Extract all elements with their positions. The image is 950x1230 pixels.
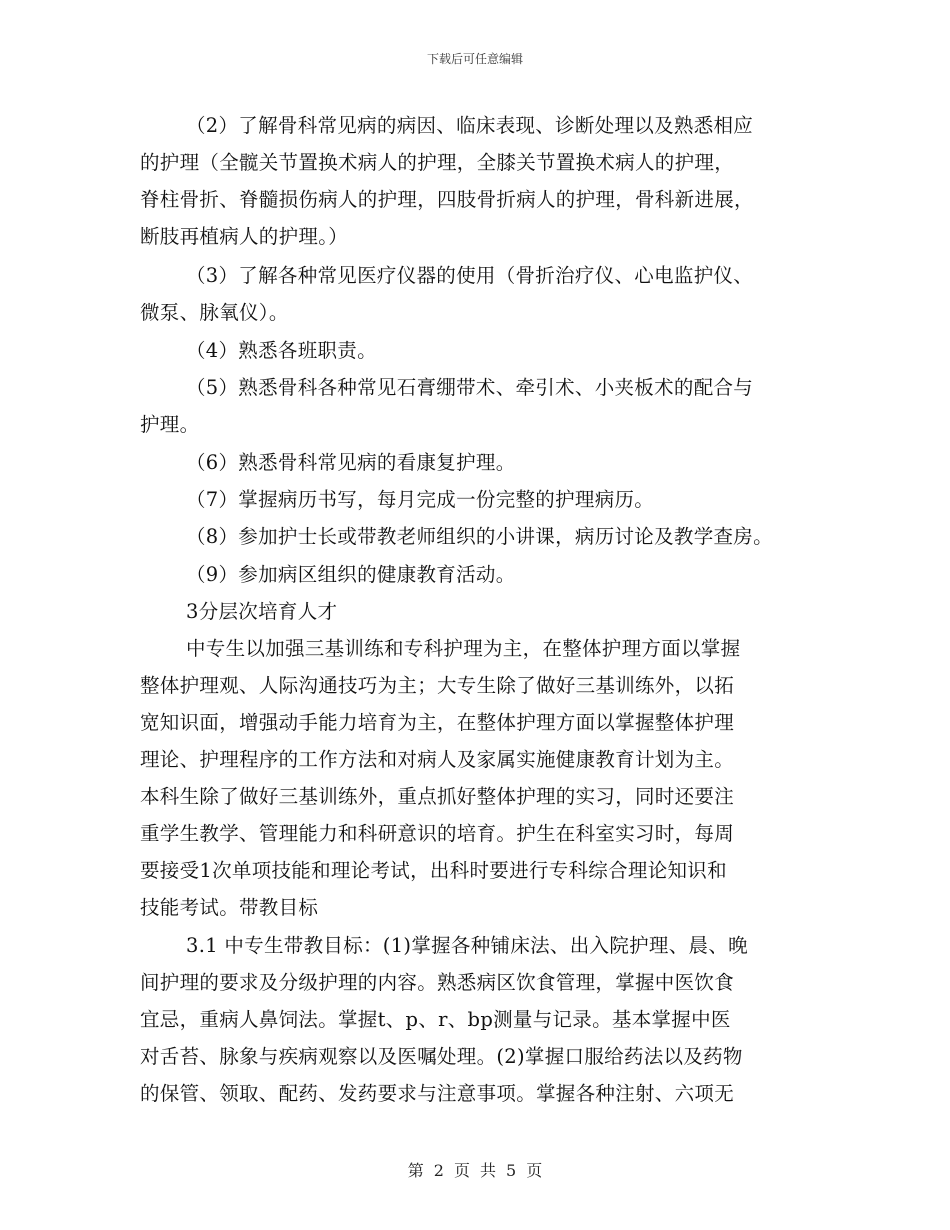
footer-gong: 共 [480,1161,497,1180]
footer-ye: 页 [453,1161,470,1180]
body-line: （4）熟悉各班职责。 [186,339,377,362]
body-line: 护理。 [140,413,200,436]
body-line: （6）熟悉骨科常见病的看康复护理。 [186,451,516,474]
body-line: 断肢再植病人的护理。） [140,225,349,248]
footer-di: 第 [407,1161,424,1180]
body-line: （7）掌握病历书写，每月完成一份完整的护理病历。 [186,488,655,511]
section-heading: 3分层次培育人才 [186,600,338,623]
body-line: 的保管、领取、配药、发药要求与注意事项。掌握各种注射、六项无 [140,1082,735,1105]
page-footer [0,1158,950,1181]
footer-page-number: 2 [433,1161,444,1180]
body-line: 重学生教学、管理能力和科研意识的培育。护生在科室实习时，每周 [140,822,735,845]
body-line: 对舌苔、脉象与疾病观察以及医嘱处理。(2)掌握口服给药法以及药物 [140,1045,743,1068]
body-line: （2）了解骨科常见病的病因、临床表现、诊断处理以及熟悉相应 [186,114,754,137]
body-line: 本科生除了做好三基训练外，重点抓好整体护理的实习，同时还要注 [140,785,735,808]
footer-total-pages: 5 [506,1161,517,1180]
body-line: （5）熟悉骨科各种常见石膏绷带术、牵引术、小夹板术的配合与 [186,376,754,399]
body-line: （8）参加护士长或带教老师组织的小讲课，病历讨论及教学查房。 [186,525,773,548]
footer-ye2: 页 [526,1161,543,1180]
body-line: 3.1 中专生带教目标：(1)掌握各种铺床法、出入院护理、晨、晚 [186,934,748,957]
body-line: （3）了解各种常见医疗仪器的使用（骨折治疗仪、心电监护仪、 [186,264,754,287]
body-line: 整体护理观、人际沟通技巧为主；大专生除了做好三基训练外，以拓 [140,674,735,697]
body-line: 脊柱骨折、脊髓损伤病人的护理，四肢骨折病人的护理，骨科新进展， [140,188,754,211]
body-line: 理论、护理程序的工作方法和对病人及家属实施健康教育计划为主。 [140,748,735,771]
body-line: 的护理（全髋关节置换术病人的护理，全膝关节置换术病人的护理， [140,151,735,174]
body-line: 宽知识面，增强动手能力培育为主，在整体护理方面以掌握整体护理 [140,711,735,734]
page-header: 下载后可任意编辑 [426,52,523,66]
body-line: 要接受1次单项技能和理论考试，出科时要进行专科综合理论知识和 [140,859,727,882]
body-line: 中专生以加强三基训练和专科护理为主，在整体护理方面以掌握 [186,637,741,660]
body-line: （9）参加病区组织的健康教育活动。 [186,563,516,586]
body-line: 微泵、脉氧仪）。 [140,301,289,324]
body-line: 间护理的要求及分级护理的内容。熟悉病区饮食管理，掌握中医饮食 [140,971,735,994]
body-line: 宜忌，重病人鼻饲法。掌握t、p、r、bp测量与记录。基本掌握中医 [140,1008,731,1031]
body-line: 技能考试。带教目标 [140,896,319,919]
